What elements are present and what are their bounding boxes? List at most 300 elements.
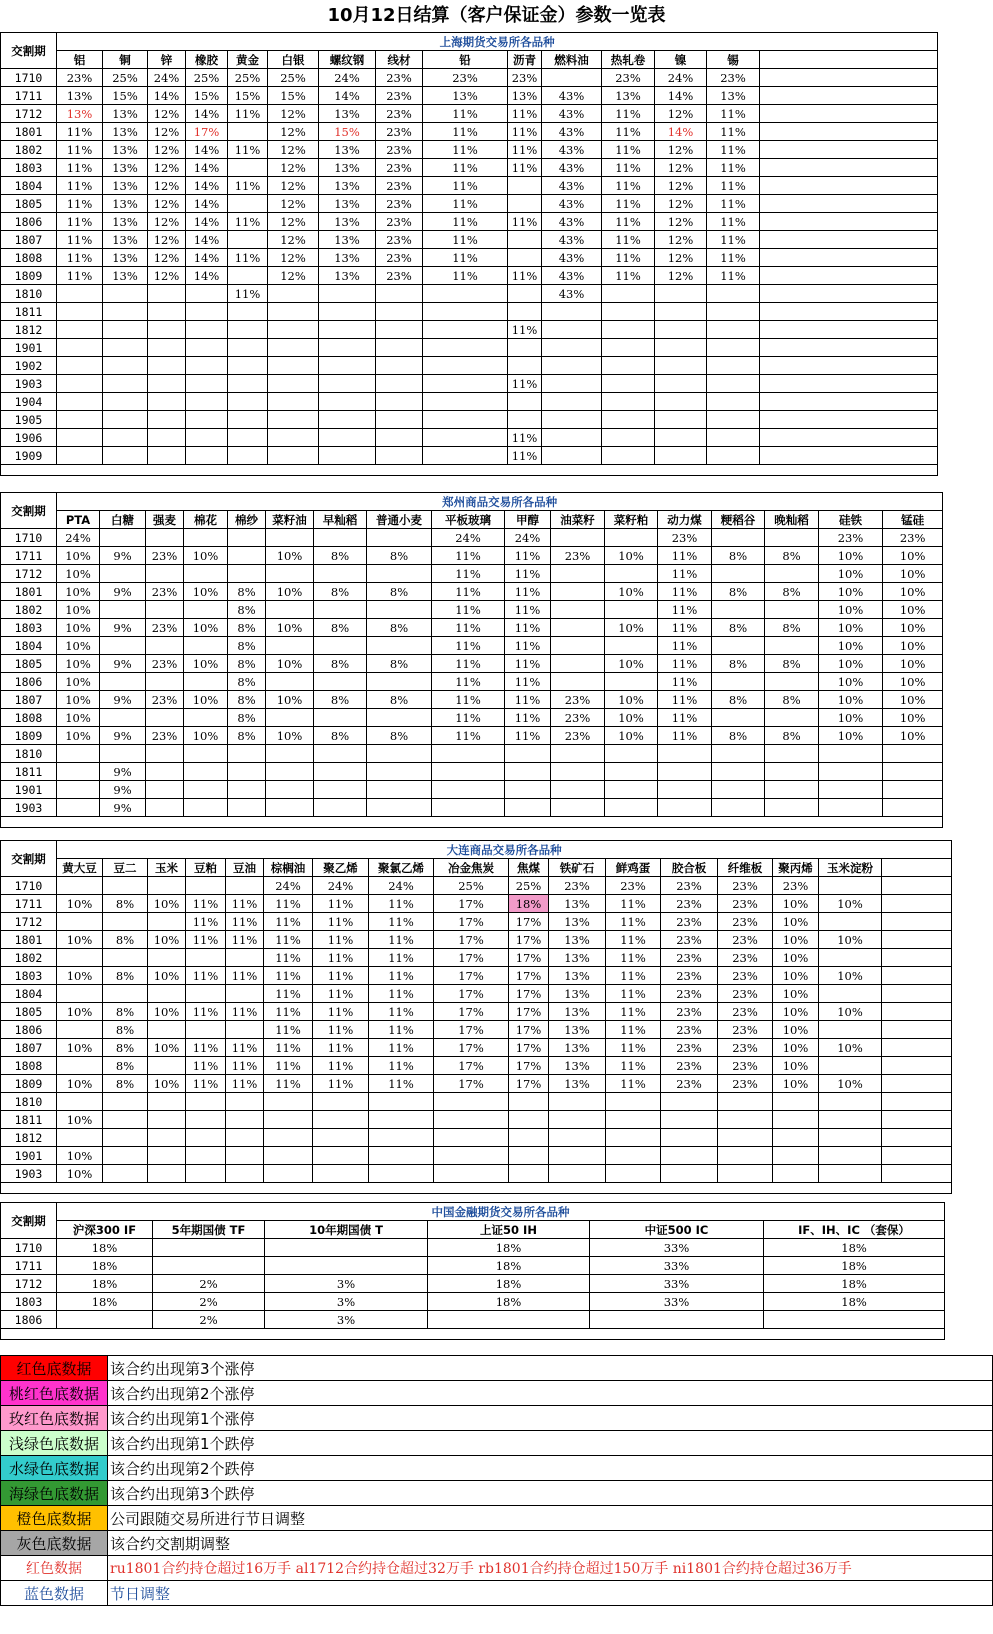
margin-cell: 11% bbox=[505, 619, 551, 637]
margin-cell: 8% bbox=[228, 601, 266, 619]
margin-cell bbox=[148, 447, 186, 465]
margin-cell: 24% bbox=[505, 529, 551, 547]
margin-cell bbox=[57, 763, 100, 781]
table-row bbox=[1, 159, 938, 177]
delivery-period-cell: 1802 bbox=[1, 141, 57, 159]
margin-cell: 12% bbox=[148, 195, 186, 213]
margin-cell bbox=[148, 321, 186, 339]
margin-cell bbox=[266, 673, 314, 691]
margin-cell bbox=[434, 1129, 509, 1147]
margin-cell bbox=[369, 1093, 434, 1111]
margin-cell: 13% bbox=[602, 87, 655, 105]
margin-cell: 10% bbox=[57, 547, 100, 565]
margin-cell bbox=[549, 1165, 606, 1183]
margin-cell bbox=[765, 709, 819, 727]
legend-row bbox=[1, 1431, 993, 1456]
margin-cell bbox=[369, 1111, 434, 1129]
margin-cell bbox=[606, 1111, 661, 1129]
table-row bbox=[1, 105, 938, 123]
margin-cell bbox=[658, 745, 712, 763]
margin-cell: 43% bbox=[542, 213, 602, 231]
delivery-period-cell: 1711 bbox=[1, 895, 57, 913]
margin-cell bbox=[605, 673, 658, 691]
margin-cell bbox=[765, 781, 819, 799]
legend-row bbox=[1, 1356, 993, 1381]
margin-cell bbox=[319, 303, 376, 321]
table-row bbox=[1, 231, 938, 249]
margin-cell bbox=[228, 123, 268, 141]
margin-cell: 11% bbox=[226, 895, 264, 913]
margin-cell bbox=[707, 303, 760, 321]
margin-cell bbox=[655, 303, 707, 321]
margin-cell bbox=[57, 949, 103, 967]
table-row bbox=[1, 213, 938, 231]
margin-cell: 11% bbox=[707, 105, 760, 123]
margin-cell bbox=[423, 447, 508, 465]
margin-cell: 11% bbox=[313, 985, 369, 1003]
margin-cell: 11% bbox=[57, 159, 103, 177]
margin-cell: 12% bbox=[148, 267, 186, 285]
product-header: 强麦 bbox=[146, 511, 184, 529]
margin-cell: 18% bbox=[57, 1257, 153, 1275]
margin-cell bbox=[712, 763, 765, 781]
margin-cell bbox=[551, 565, 605, 583]
margin-cell: 11% bbox=[186, 913, 226, 931]
margin-cell bbox=[186, 429, 228, 447]
margin-cell bbox=[319, 447, 376, 465]
margin-cell bbox=[228, 231, 268, 249]
margin-cell bbox=[764, 1311, 945, 1329]
table-row bbox=[1, 285, 938, 303]
margin-cell bbox=[602, 321, 655, 339]
product-header: 冶金焦炭 bbox=[434, 859, 509, 877]
product-header: 铜 bbox=[103, 51, 148, 69]
margin-cell: 11% bbox=[505, 565, 551, 583]
margin-cell: 10% bbox=[819, 547, 883, 565]
margin-cell bbox=[319, 429, 376, 447]
margin-cell: 11% bbox=[186, 1003, 226, 1021]
margin-cell bbox=[367, 781, 432, 799]
blank-cell bbox=[760, 303, 938, 321]
margin-cell bbox=[57, 357, 103, 375]
delivery-period-cell: 1902 bbox=[1, 357, 57, 375]
margin-cell: 11% bbox=[658, 565, 712, 583]
margin-cell: 11% bbox=[707, 177, 760, 195]
margin-cell bbox=[226, 1147, 264, 1165]
blank-cell bbox=[882, 931, 952, 949]
margin-cell: 13% bbox=[549, 949, 606, 967]
margin-cell bbox=[57, 1311, 153, 1329]
margin-cell: 13% bbox=[423, 87, 508, 105]
margin-cell: 10% bbox=[819, 637, 883, 655]
table-row bbox=[1, 895, 952, 913]
blank-cell bbox=[760, 177, 938, 195]
margin-cell: 10% bbox=[883, 709, 943, 727]
margin-cell: 11% bbox=[508, 141, 542, 159]
margin-cell: 13% bbox=[319, 195, 376, 213]
margin-cell: 23% bbox=[57, 69, 103, 87]
table-row bbox=[1, 429, 938, 447]
margin-cell: 17% bbox=[509, 1039, 549, 1057]
margin-cell: 11% bbox=[313, 1075, 369, 1093]
margin-cell: 8% bbox=[103, 1003, 148, 1021]
delivery-period-cell: 1801 bbox=[1, 931, 57, 949]
margin-cell: 9% bbox=[100, 547, 146, 565]
blue-note-label: 蓝色数据 bbox=[1, 1581, 108, 1606]
margin-cell: 11% bbox=[369, 895, 434, 913]
product-header: 沥青 bbox=[508, 51, 542, 69]
margin-cell: 11% bbox=[658, 547, 712, 565]
margin-cell: 24% bbox=[369, 877, 434, 895]
margin-cell bbox=[376, 411, 423, 429]
margin-cell: 23% bbox=[661, 895, 718, 913]
margin-cell: 11% bbox=[228, 177, 268, 195]
margin-cell: 12% bbox=[148, 231, 186, 249]
legend-row bbox=[1, 1406, 993, 1431]
margin-cell bbox=[103, 411, 148, 429]
blank-cell bbox=[882, 967, 952, 985]
margin-cell: 8% bbox=[765, 727, 819, 745]
legend-description: 该合约出现第1个涨停 bbox=[108, 1406, 993, 1431]
margin-cell: 13% bbox=[319, 213, 376, 231]
table-row bbox=[1, 141, 938, 159]
margin-cell bbox=[57, 285, 103, 303]
margin-cell bbox=[606, 1129, 661, 1147]
margin-cell bbox=[509, 1111, 549, 1129]
margin-cell bbox=[57, 411, 103, 429]
product-header: 5年期国债 TF bbox=[153, 1221, 265, 1239]
margin-cell: 11% bbox=[423, 195, 508, 213]
margin-cell bbox=[146, 709, 184, 727]
margin-cell: 11% bbox=[432, 637, 505, 655]
margin-cell: 23% bbox=[661, 913, 718, 931]
table-row bbox=[1, 673, 943, 691]
margin-cell bbox=[148, 411, 186, 429]
product-header: 豆粕 bbox=[186, 859, 226, 877]
margin-cell: 43% bbox=[542, 141, 602, 159]
margin-cell: 12% bbox=[268, 159, 319, 177]
margin-cell: 3% bbox=[265, 1293, 428, 1311]
margin-cell bbox=[376, 321, 423, 339]
margin-cell bbox=[228, 565, 266, 583]
margin-cell: 23% bbox=[376, 105, 423, 123]
margin-cell: 11% bbox=[57, 123, 103, 141]
margin-cell bbox=[184, 799, 228, 817]
table-row bbox=[1, 1129, 952, 1147]
delivery-period-cell: 1806 bbox=[1, 1311, 57, 1329]
margin-cell bbox=[376, 393, 423, 411]
margin-cell bbox=[103, 1093, 148, 1111]
margin-cell: 13% bbox=[103, 159, 148, 177]
margin-cell: 9% bbox=[100, 763, 146, 781]
margin-cell: 8% bbox=[314, 727, 367, 745]
margin-cell bbox=[314, 763, 367, 781]
product-header: 豆油 bbox=[226, 859, 264, 877]
margin-cell: 8% bbox=[712, 619, 765, 637]
legend-row bbox=[1, 1381, 993, 1406]
margin-cell bbox=[186, 1021, 226, 1039]
blank-cell bbox=[760, 69, 938, 87]
margin-cell bbox=[319, 375, 376, 393]
margin-cell: 10% bbox=[773, 985, 819, 1003]
margin-cell: 11% bbox=[606, 1057, 661, 1075]
blank-cell bbox=[882, 1093, 952, 1111]
margin-cell bbox=[551, 619, 605, 637]
margin-cell: 10% bbox=[819, 601, 883, 619]
margin-cell: 10% bbox=[266, 583, 314, 601]
margin-cell: 11% bbox=[602, 213, 655, 231]
margin-cell bbox=[268, 375, 319, 393]
delivery-period-cell: 1712 bbox=[1, 913, 57, 931]
margin-cell: 11% bbox=[505, 547, 551, 565]
margin-cell: 11% bbox=[505, 691, 551, 709]
blank-cell bbox=[760, 213, 938, 231]
margin-cell bbox=[509, 1093, 549, 1111]
delivery-period-cell: 1906 bbox=[1, 429, 57, 447]
margin-cell: 10% bbox=[57, 583, 100, 601]
margin-cell bbox=[186, 393, 228, 411]
margin-cell: 14% bbox=[186, 159, 228, 177]
margin-cell: 11% bbox=[57, 267, 103, 285]
margin-cell: 12% bbox=[655, 231, 707, 249]
margin-cell bbox=[432, 781, 505, 799]
margin-cell bbox=[883, 781, 943, 799]
margin-cell bbox=[376, 285, 423, 303]
margin-cell: 10% bbox=[883, 673, 943, 691]
margin-cell: 8% bbox=[103, 967, 148, 985]
margin-cell: 17% bbox=[434, 967, 509, 985]
margin-cell bbox=[226, 1165, 264, 1183]
margin-cell: 10% bbox=[819, 1075, 882, 1093]
margin-cell: 10% bbox=[57, 1165, 103, 1183]
margin-cell: 8% bbox=[367, 691, 432, 709]
margin-cell: 14% bbox=[186, 231, 228, 249]
margin-cell bbox=[712, 745, 765, 763]
product-header: 铁矿石 bbox=[549, 859, 606, 877]
margin-cell bbox=[186, 985, 226, 1003]
margin-cell: 23% bbox=[661, 967, 718, 985]
margin-cell: 11% bbox=[508, 321, 542, 339]
margin-cell: 10% bbox=[819, 655, 883, 673]
margin-cell: 17% bbox=[509, 1075, 549, 1093]
margin-cell: 11% bbox=[369, 949, 434, 967]
margin-cell bbox=[314, 637, 367, 655]
margin-cell bbox=[186, 949, 226, 967]
margin-cell: 10% bbox=[773, 931, 819, 949]
delivery-period-cell: 1803 bbox=[1, 967, 57, 985]
margin-cell bbox=[186, 1129, 226, 1147]
jiaoge-header: 交割期 bbox=[1, 33, 57, 69]
margin-cell bbox=[508, 249, 542, 267]
product-header: 螺纹钢 bbox=[319, 51, 376, 69]
margin-cell bbox=[228, 321, 268, 339]
delivery-period-cell: 1806 bbox=[1, 213, 57, 231]
delivery-period-cell: 1712 bbox=[1, 105, 57, 123]
margin-cell: 12% bbox=[268, 123, 319, 141]
margin-cell: 13% bbox=[103, 249, 148, 267]
margin-cell: 13% bbox=[103, 231, 148, 249]
margin-cell bbox=[186, 1147, 226, 1165]
margin-cell: 9% bbox=[100, 655, 146, 673]
margin-cell bbox=[148, 1129, 186, 1147]
margin-cell bbox=[103, 357, 148, 375]
margin-cell: 18% bbox=[764, 1275, 945, 1293]
margin-cell: 11% bbox=[226, 1003, 264, 1021]
margin-cell: 10% bbox=[184, 547, 228, 565]
margin-cell bbox=[57, 985, 103, 1003]
margin-cell bbox=[509, 1129, 549, 1147]
margin-cell: 23% bbox=[819, 529, 883, 547]
margin-cell: 11% bbox=[505, 601, 551, 619]
product-header: 镍 bbox=[655, 51, 707, 69]
margin-cell bbox=[658, 781, 712, 799]
margin-cell: 11% bbox=[602, 123, 655, 141]
margin-cell bbox=[228, 547, 266, 565]
margin-cell: 11% bbox=[313, 931, 369, 949]
delivery-period-cell: 1806 bbox=[1, 673, 57, 691]
product-header: 锡 bbox=[707, 51, 760, 69]
table-row bbox=[1, 877, 952, 895]
margin-cell bbox=[661, 1129, 718, 1147]
margin-cell bbox=[655, 357, 707, 375]
delivery-period-cell: 1810 bbox=[1, 745, 57, 763]
margin-cell: 10% bbox=[605, 619, 658, 637]
margin-cell bbox=[707, 429, 760, 447]
margin-cell bbox=[57, 1021, 103, 1039]
margin-cell bbox=[434, 1147, 509, 1165]
margin-cell: 11% bbox=[423, 159, 508, 177]
margin-cell bbox=[508, 177, 542, 195]
product-header: 粳稻谷 bbox=[712, 511, 765, 529]
margin-cell: 10% bbox=[57, 1003, 103, 1021]
margin-cell bbox=[148, 1165, 186, 1183]
margin-cell bbox=[765, 763, 819, 781]
margin-cell: 8% bbox=[103, 1021, 148, 1039]
margin-cell: 8% bbox=[367, 619, 432, 637]
margin-cell bbox=[605, 601, 658, 619]
margin-cell: 11% bbox=[432, 691, 505, 709]
margin-cell: 17% bbox=[509, 1003, 549, 1021]
delivery-period-cell: 1804 bbox=[1, 637, 57, 655]
margin-cell: 13% bbox=[57, 105, 103, 123]
margin-cell bbox=[228, 781, 266, 799]
table-row bbox=[1, 393, 938, 411]
margin-cell bbox=[268, 357, 319, 375]
margin-cell bbox=[658, 763, 712, 781]
margin-cell: 13% bbox=[319, 159, 376, 177]
margin-cell bbox=[423, 285, 508, 303]
margin-cell bbox=[228, 447, 268, 465]
margin-cell bbox=[428, 1311, 590, 1329]
margin-cell bbox=[655, 411, 707, 429]
margin-cell bbox=[57, 321, 103, 339]
margin-cell: 23% bbox=[423, 69, 508, 87]
margin-cell: 11% bbox=[264, 949, 313, 967]
margin-cell: 23% bbox=[376, 69, 423, 87]
delivery-period-cell: 1810 bbox=[1, 285, 57, 303]
margin-cell: 14% bbox=[655, 123, 707, 141]
margin-cell: 11% bbox=[508, 267, 542, 285]
product-header: 热轧卷 bbox=[602, 51, 655, 69]
margin-cell bbox=[551, 763, 605, 781]
margin-cell: 8% bbox=[228, 727, 266, 745]
margin-cell bbox=[551, 673, 605, 691]
margin-cell bbox=[508, 303, 542, 321]
margin-cell: 11% bbox=[369, 1075, 434, 1093]
margin-cell bbox=[434, 1111, 509, 1129]
margin-cell: 15% bbox=[186, 87, 228, 105]
margin-cell: 11% bbox=[423, 231, 508, 249]
margin-cell bbox=[228, 745, 266, 763]
margin-cell bbox=[765, 745, 819, 763]
margin-cell: 13% bbox=[549, 1021, 606, 1039]
delivery-period-cell: 1809 bbox=[1, 1075, 57, 1093]
margin-cell: 11% bbox=[226, 1039, 264, 1057]
blank-cell bbox=[882, 949, 952, 967]
margin-cell: 23% bbox=[376, 267, 423, 285]
margin-cell: 10% bbox=[819, 583, 883, 601]
delivery-period-cell: 1803 bbox=[1, 1293, 57, 1311]
delivery-period-cell: 1901 bbox=[1, 339, 57, 357]
margin-cell: 17% bbox=[434, 1057, 509, 1075]
margin-cell: 11% bbox=[264, 1021, 313, 1039]
margin-cell: 11% bbox=[432, 655, 505, 673]
margin-cell bbox=[314, 601, 367, 619]
margin-cell bbox=[602, 393, 655, 411]
margin-cell: 10% bbox=[148, 967, 186, 985]
margin-cell bbox=[542, 411, 602, 429]
margin-cell bbox=[146, 601, 184, 619]
delivery-period-cell: 1901 bbox=[1, 1147, 57, 1165]
margin-cell bbox=[186, 339, 228, 357]
margin-cell: 23% bbox=[883, 529, 943, 547]
margin-cell: 8% bbox=[765, 583, 819, 601]
margin-cell: 11% bbox=[313, 949, 369, 967]
margin-cell: 2% bbox=[153, 1311, 265, 1329]
margin-cell: 10% bbox=[773, 895, 819, 913]
margin-cell: 11% bbox=[423, 177, 508, 195]
margin-cell: 9% bbox=[100, 727, 146, 745]
margin-cell: 10% bbox=[883, 601, 943, 619]
margin-cell bbox=[376, 429, 423, 447]
margin-cell: 18% bbox=[764, 1257, 945, 1275]
margin-cell: 8% bbox=[314, 583, 367, 601]
product-header: 鲜鸡蛋 bbox=[606, 859, 661, 877]
margin-cell: 11% bbox=[264, 1057, 313, 1075]
margin-cell bbox=[712, 637, 765, 655]
margin-cell bbox=[655, 447, 707, 465]
margin-cell bbox=[314, 745, 367, 763]
margin-cell bbox=[661, 1093, 718, 1111]
product-header: 铝 bbox=[57, 51, 103, 69]
margin-cell bbox=[707, 393, 760, 411]
margin-cell: 17% bbox=[509, 949, 549, 967]
margin-cell bbox=[266, 601, 314, 619]
margin-cell: 43% bbox=[542, 177, 602, 195]
margin-cell: 8% bbox=[314, 691, 367, 709]
margin-cell: 43% bbox=[542, 87, 602, 105]
margin-cell: 23% bbox=[718, 1075, 773, 1093]
blank-cell bbox=[882, 1165, 952, 1183]
blank-cell bbox=[882, 1147, 952, 1165]
margin-cell: 13% bbox=[549, 895, 606, 913]
blank-cell bbox=[760, 375, 938, 393]
table-row bbox=[1, 123, 938, 141]
margin-cell: 11% bbox=[228, 213, 268, 231]
margin-cell: 17% bbox=[434, 931, 509, 949]
margin-cell: 10% bbox=[184, 691, 228, 709]
margin-cell: 23% bbox=[718, 895, 773, 913]
